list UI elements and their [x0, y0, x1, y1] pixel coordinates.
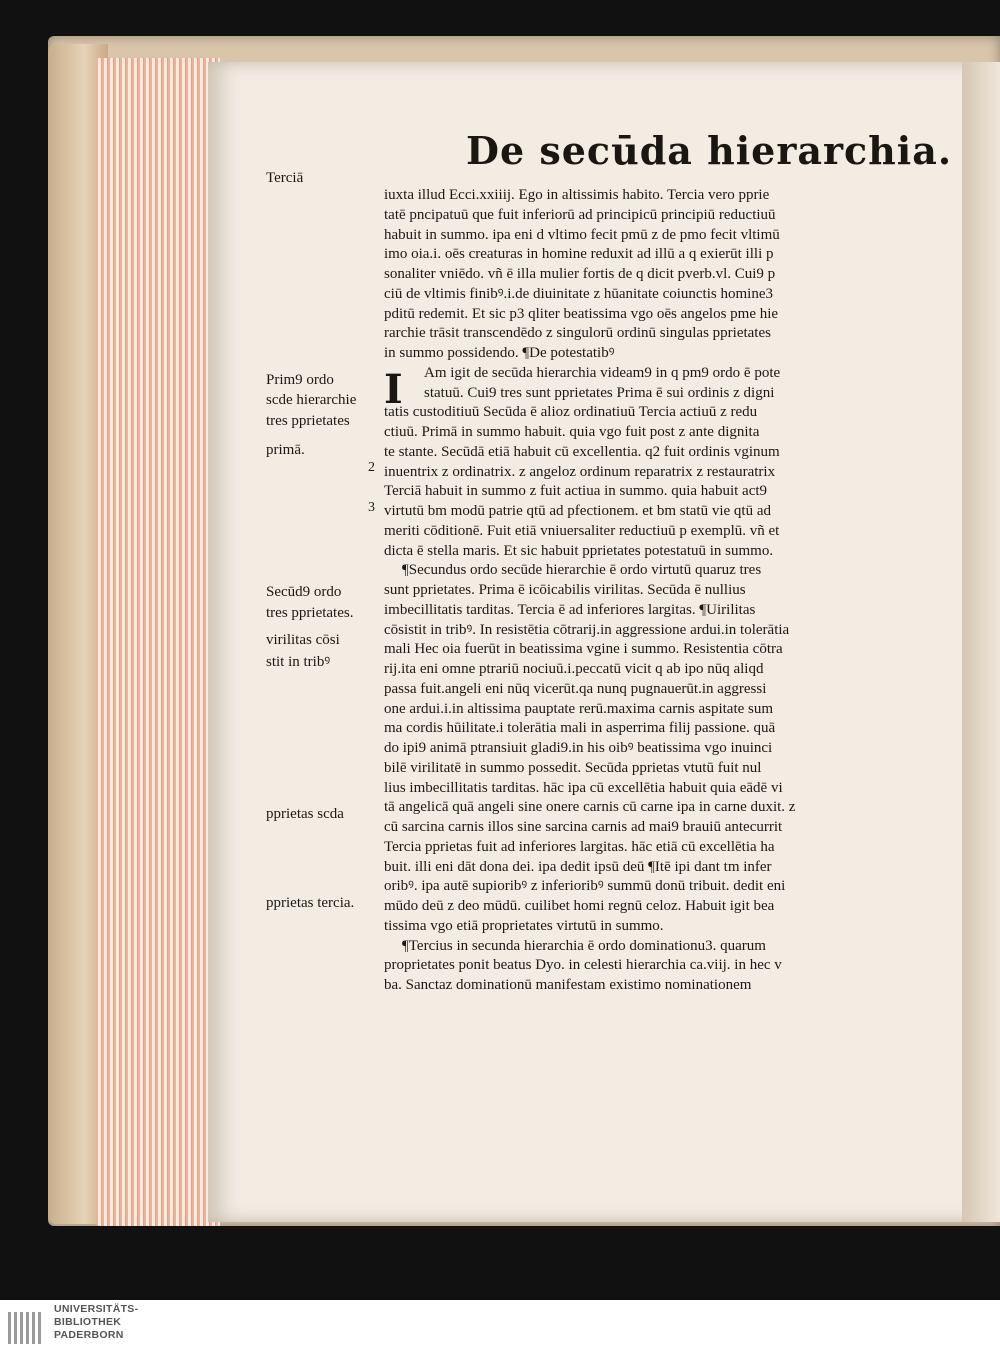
text-line: cōsistit in tribꝰ. In resistētia cōtrarij.in aggressione ardui.in tolerātia [384, 621, 790, 638]
text-line: inuentrix z ordinatrix. z angeloz ordinum reparatrix z restauratrix [384, 463, 776, 480]
drop-initial: I [384, 366, 403, 413]
margin-note: primā. [266, 442, 305, 458]
text-line: dicta ē stella maris. Et sic habuit pprietates potestatuū in summo. [384, 542, 774, 559]
text-line: Tercia pprietas fuit ad inferiores largitas. hāc etiā cū excellētia ha [384, 838, 775, 855]
text-line: imo oia.i. oēs creaturas in homine reduxit ad illū a q exierūt illi p [384, 246, 774, 263]
text-line: ciū de vltimis finibꝰ.i.de diuinitate z hūanitate coiunctis homine3 [384, 285, 773, 302]
page-edges [96, 58, 220, 1226]
library-name [54, 1303, 138, 1342]
text-line: Terciā habuit in summo z fuit actiua in summo. quia habuit act9 [384, 483, 768, 500]
margin-note: pprietas scda [266, 806, 344, 822]
margin-note: stit in tribꝰ [266, 654, 331, 670]
text-line: ctiuū. Primā in summo habuit. quia vgo fuit post z ante dignita [384, 424, 760, 440]
margin-number: 2 [368, 460, 375, 475]
text-line: rij.ita eni omne ptrariū nociuū.i.peccatū vicit q ab ipo nūq aliqd [384, 661, 764, 677]
library-name-line: PADERBORN [54, 1329, 124, 1341]
text-line: lius imbecillitatis tarditas. hāc ipa cū excellētia habuit quia eādē vi [384, 779, 783, 796]
margin-note: tres pprietates. [266, 605, 354, 621]
text-line: virtutū bm modū patrie qtū ad pfectionem. et bm statū vie qtū ad [384, 503, 771, 519]
margin-number: 3 [368, 500, 375, 515]
text-line: tatis custoditiuū Secūda ē alioz ordinatiuū Tercia actiuū z redu [384, 404, 758, 421]
margin-note: tres pprietates [266, 413, 350, 429]
margin-note: Secūd9 ordo [266, 584, 342, 600]
text-line: cū sarcina carnis illos sine sarcina carnis ad mai9 brauiū antecurrit [384, 819, 783, 835]
text-line: iuxta illud Ecci.xxiiij. Ego in altissimis habito. Tercia vero pprie [384, 187, 770, 203]
text-line: pditū redemit. Et sic p3 qliter beatissima vgo oēs angelos pme hie [384, 305, 779, 322]
text-line: ¶Secundus ordo secūde hierarchie ē ordo virtutū quaruz tres [402, 562, 762, 579]
text-line: one ardui.i.in altissima pauptate rerū.maxima carnis aspitate sum [384, 700, 774, 717]
text-line: mūdo deū z deo mūdū. cuilibet homi regnū celoz. Habuit igit bea [384, 898, 775, 914]
page-gutter [962, 62, 1000, 1222]
margin-note: Prim9 ordo [266, 372, 334, 388]
text-line: mali Hec oia fuerūt in beatissima vgine i summo. Resistentia cōtra [384, 641, 783, 658]
margin-note: scde hierarchie [266, 392, 357, 408]
text-line: imbecillitatis tarditas. Tercia ē ad inferiores largitas. ¶Uirilitas [384, 601, 756, 618]
text-line: statuū. Cui9 tres sunt pprietates Prima ē sui ordinis z digni [424, 384, 775, 401]
text-line: tatē pncipatuū que fuit inferiorū ad principicū principiū reductiuū [384, 206, 776, 223]
footer-bar [0, 1300, 1000, 1354]
text-line: do ipi9 animā ptransiuit gladi9.in his oibꝰ beatissima vgo inuinci [384, 740, 773, 756]
text-line: oribꝰ. ipa autē supioribꝰ z inferioribꝰ summū donū tribuit. dedit eni [384, 878, 786, 895]
library-logo-icon [6, 1306, 48, 1348]
text-line: passa fuit.angeli eni nūq vicerūt.qa nunq pugnauerūt.in aggressi [384, 680, 767, 697]
text-line: te stante. Secūdā etiā habuit cū excellentia. q2 fuit ordinis vginum [384, 443, 780, 460]
body-text [384, 186, 896, 996]
text-line: rarchie trāsit transcendēdo z singulorū ordinū singulas pprietates [384, 325, 771, 342]
text-line: buit. illi eni dāt dona dei. ipa dedit ipsū deū ¶Itē ipi dant tm infer [384, 858, 772, 875]
margin-note: pprietas tercia. [266, 895, 355, 911]
running-title: De secūda hierarchia. [466, 128, 953, 173]
margin-note: virilitas cōsi [266, 632, 340, 648]
text-line: tissima vgo etiā proprietates virtutū in summo. [384, 917, 664, 934]
text-line: sunt pprietates. Prima ē icōicabilis virilitas. Secūda ē nullius [384, 582, 746, 598]
text-line: in summo possidendo. ¶De potestatibꝰ [384, 345, 615, 361]
text-line: proprietates ponit beatus Dyo. in celesti hierarchia ca.viij. in hec v [384, 957, 782, 974]
text-line: ¶Tercius in secunda hierarchia ē ordo dominationu3. quarum [402, 937, 766, 954]
text-line: bilē virilitatē in summo possedit. Secūda pprietas vtutū fuit nul [384, 759, 762, 776]
text-line: ba. Sanctaz dominationū manifestam existimo nominationem [384, 977, 752, 993]
text-line: sonaliter vniēdo. vñ ē illa mulier fortis de q dicit pverb.vl. Cui9 p [384, 266, 776, 282]
margin-note: Terciā [266, 170, 304, 186]
library-name-line: BIBLIOTHEK [54, 1316, 122, 1328]
text-line: habuit in summo. ipa eni d vltimo fecit pmū z de pmo fecit vltimū [384, 226, 780, 243]
text-line: ma cordis hūilitate.i tolerātia mali in asperrima filij passione. quā [384, 720, 776, 737]
library-name-line: UNIVERSITÄTS- [54, 1303, 139, 1315]
text-line: meriti cōditionē. Fuit etiā vniuersaliter reductiuū p exemplū. vñ et [384, 522, 780, 539]
text-line: tā angelicā quā angeli sine onere carnis cū carne ipa in carne duxit. z [384, 799, 796, 816]
text-line: Am igit de secūda hierarchia videam9 in q pm9 ordo ē pote [424, 364, 781, 381]
